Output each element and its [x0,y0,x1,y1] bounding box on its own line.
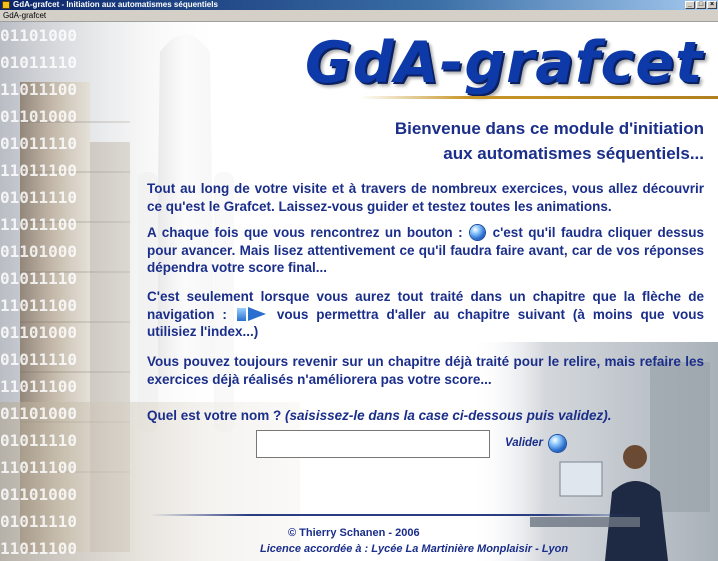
main-content [0,22,718,561]
button-orb-icon [470,225,485,240]
binary-row: 01101000 [0,404,78,423]
validate-orb-icon[interactable] [549,435,566,452]
binary-row: 01011110 [0,53,78,72]
binary-row: 01011110 [0,350,78,369]
menu-item-gda-grafcet[interactable]: GdA-grafcet [3,11,47,20]
welcome-line-2: aux automatismes séquentiels... [443,144,704,163]
binary-row: 11011100 [0,80,78,99]
button-paragraph [147,224,704,277]
copyright-text: © Thierry Schanen - 2006 [288,527,420,539]
monitor [560,462,602,496]
binary-row: 01011110 [0,134,78,153]
name-question [147,408,611,423]
intro-paragraph: Tout au long de votre visite et à travers de nombreux exercices, vous allez découvrir ce qu'est le Grafcet. Laissez-vous guider et testez toutes les animations. [147,181,704,214]
binary-row: 11011100 [0,296,78,315]
maximize-button[interactable]: □ [696,1,706,9]
title-bar [0,0,718,10]
name-question-hint: (saisissez-le dans la case ci-dessous puis validez). [285,408,612,423]
app-logo: GdA-grafcet [305,30,704,96]
logo-underline [360,96,718,99]
binary-row: 01101000 [0,26,78,45]
app-icon [2,1,10,9]
license-text: Licence accordée à : Lycée La Martinière Monplaisir - Lyon [260,543,569,555]
desk [530,517,640,527]
close-button[interactable]: × [707,1,717,9]
navigation-paragraph-end: vous permettra d'aller au chapitre suivant (à moins que vous utilisiez l'index...) [147,306,704,339]
name-question-main: Quel est votre nom ? [147,408,282,423]
binary-row: 01101000 [0,107,78,126]
binary-row: 01101000 [0,242,78,261]
next-arrow-icon [237,307,267,322]
button-paragraph-start: A chaque fois que vous rencontrez un bouton : [147,225,463,240]
operator-head [623,445,647,469]
review-paragraph: Vous pouvez toujours revenir sur un chapitre déjà traité pour le relire, mais refaire les exercices déjà réalisés n'améliorera pas votre score... [147,354,704,387]
binary-column [0,22,100,561]
footer-divider [150,514,640,516]
binary-row: 01101000 [0,323,78,342]
window-title: GdA-grafcet - Initiation aux automatismes séquentiels [13,0,218,9]
minimize-button[interactable]: _ [685,1,695,9]
binary-row: 01011110 [0,269,78,288]
binary-row: 11011100 [0,161,78,180]
binary-row: 11011100 [0,215,78,234]
binary-row: 01011110 [0,188,78,207]
binary-row: 01011110 [0,431,78,450]
binary-row: 11011100 [0,377,78,396]
binary-row: 01011110 [0,512,78,531]
button-paragraph-end: c'est qu'il faudra cliquer dessus pour avancer. Mais lisez attentivement ce qu'il faudra faire avant, car de vos réponses dépendra votre score final... [147,225,704,275]
binary-row: 01101000 [0,485,78,504]
welcome-line-1: Bienvenue dans ce module d'initiation [394,119,704,138]
validate-button[interactable] [505,433,568,453]
binary-row: 11011100 [0,539,78,558]
validate-label[interactable]: Valider [505,437,543,449]
navigation-paragraph [147,288,704,341]
binary-row: 11011100 [0,458,78,477]
menu-bar [0,10,718,22]
name-input[interactable] [256,430,490,458]
navigation-paragraph-start: C'est seulement lorsque vous aurez tout traité dans un chapitre que la flèche de navigation : [147,289,704,322]
